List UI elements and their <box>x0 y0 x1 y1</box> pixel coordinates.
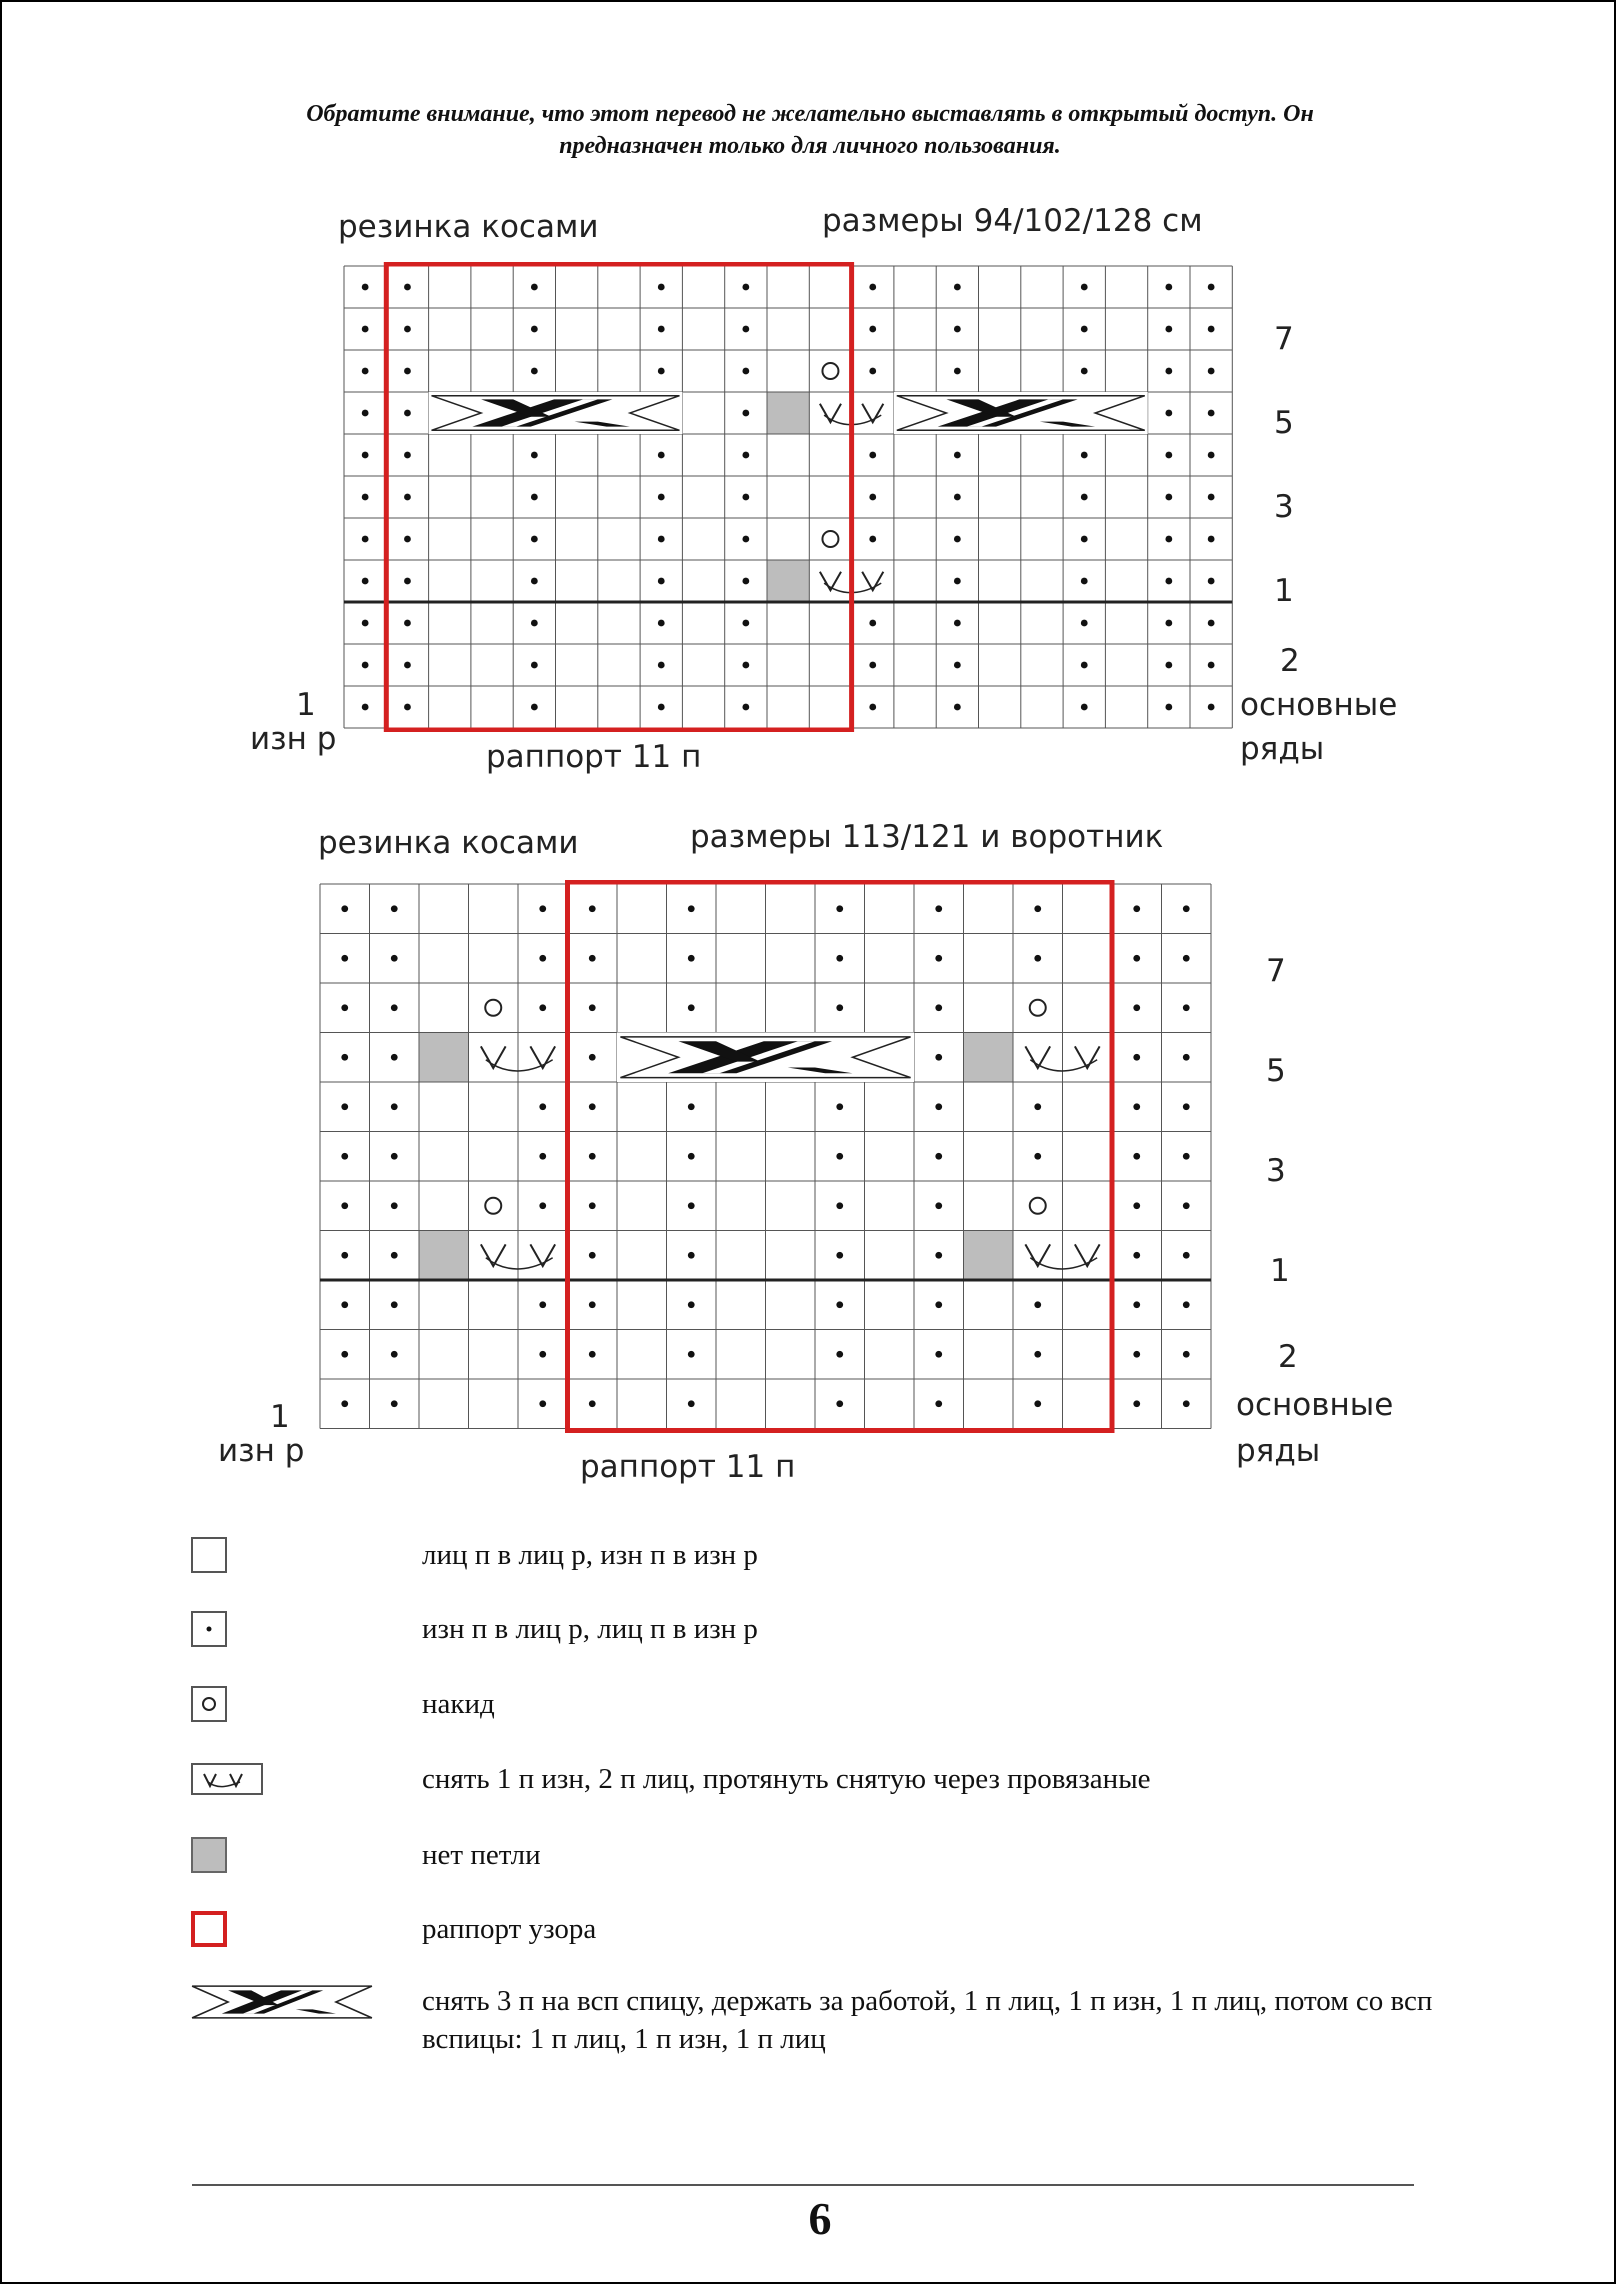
purl-dot <box>836 1400 843 1407</box>
purl-dot <box>531 620 538 627</box>
purl-dot <box>869 620 876 627</box>
purl-dot <box>869 536 876 543</box>
purl-dot <box>742 704 749 711</box>
purl-dot <box>589 1400 596 1407</box>
purl-dot <box>688 1400 695 1407</box>
chart2-base-rows-1: основные <box>1236 1387 1394 1423</box>
purl-dot <box>1208 704 1215 711</box>
purl-dot <box>1165 704 1172 711</box>
purl-dot <box>531 284 538 291</box>
purl-dot <box>935 1351 942 1358</box>
chart1-row-2: 2 <box>1280 643 1300 679</box>
red-square-icon <box>190 1910 230 1950</box>
legend-row-cable <box>190 1982 1450 2072</box>
purl-dot <box>1165 368 1172 375</box>
purl-dot <box>742 536 749 543</box>
legend-row-purl <box>190 1610 1450 1680</box>
purl-dot <box>869 284 876 291</box>
legend-text-cable: снять 3 п на всп спицу, держать за работой, 1 п лиц, 1 п изн, 1 п лиц, потом со всп вспицы: 1 п лиц, 1 п изн, 1 п лиц <box>422 1985 1433 2055</box>
purl-dot <box>362 578 369 585</box>
purl-dot <box>404 452 411 459</box>
purl-dot <box>688 1103 695 1110</box>
purl-dot <box>954 704 961 711</box>
no-stitch-cell <box>964 1231 1014 1281</box>
purl-dot <box>362 620 369 627</box>
chart2-row-2: 2 <box>1278 1339 1298 1375</box>
purl-dot <box>836 1004 843 1011</box>
purl-dot <box>1133 1252 1140 1259</box>
purl-dot <box>1081 578 1088 585</box>
chart2-row-3: 3 <box>1266 1153 1286 1189</box>
chart1-row-3: 3 <box>1274 489 1294 525</box>
purl-dot <box>869 494 876 501</box>
purl-dot <box>658 578 665 585</box>
purl-dot <box>1208 662 1215 669</box>
legend-text-knit: лиц п в лиц р, изн п в изн р <box>422 1539 758 1571</box>
purl-dot <box>658 284 665 291</box>
purl-dot <box>341 955 348 962</box>
purl-dot <box>688 955 695 962</box>
purl-dot <box>688 1351 695 1358</box>
purl-dot <box>658 620 665 627</box>
purl-dot <box>1034 1351 1041 1358</box>
purl-dot <box>341 1301 348 1308</box>
purl-dot <box>688 1153 695 1160</box>
purl-dot <box>688 1004 695 1011</box>
chart2-row-7: 7 <box>1266 953 1286 989</box>
purl-dot <box>836 905 843 912</box>
purl-dot <box>1133 905 1140 912</box>
purl-dot <box>688 1202 695 1209</box>
purl-dot <box>531 326 538 333</box>
purl-dot <box>658 326 665 333</box>
purl-dot <box>404 536 411 543</box>
purl-dot <box>391 1252 398 1259</box>
purl-dot <box>391 1202 398 1209</box>
purl-dot <box>935 1252 942 1259</box>
purl-dot <box>404 620 411 627</box>
purl-dot <box>658 536 665 543</box>
cable-symbol <box>894 392 1148 434</box>
purl-dot <box>391 905 398 912</box>
legend-row-slip-pass <box>190 1760 1450 1830</box>
purl-dot <box>539 1153 546 1160</box>
purl-dot <box>1208 536 1215 543</box>
purl-dot <box>362 284 369 291</box>
purl-dot <box>658 662 665 669</box>
purl-dot <box>531 704 538 711</box>
purl-dot <box>688 1252 695 1259</box>
chart2-start-row-label: изн р <box>218 1433 305 1469</box>
purl-dot <box>742 284 749 291</box>
purl-dot <box>341 1202 348 1209</box>
chart2-repeat-label: раппорт 11 п <box>580 1449 796 1485</box>
purl-dot <box>836 1153 843 1160</box>
chart1-base-rows-2: ряды <box>1240 731 1325 767</box>
legend-text-no-stitch: нет петли <box>422 1839 541 1871</box>
notice-line-2: предназначен только для личного пользования. <box>559 133 1061 159</box>
legend-row-knit <box>190 1536 1450 1606</box>
legend-row-repeat <box>190 1910 1450 1980</box>
purl-dot <box>589 905 596 912</box>
chart1-row-5: 5 <box>1274 405 1294 441</box>
purl-dot <box>1208 578 1215 585</box>
purl-dot <box>1208 368 1215 375</box>
purl-dot <box>1165 410 1172 417</box>
purl-dot <box>1183 1202 1190 1209</box>
purl-dot <box>1183 1054 1190 1061</box>
purl-dot <box>404 704 411 711</box>
purl-dot <box>1183 1103 1190 1110</box>
chart1-base-rows-1: основные <box>1240 687 1398 723</box>
purl-dot <box>1081 452 1088 459</box>
purl-dot <box>1133 1103 1140 1110</box>
purl-dot <box>1081 326 1088 333</box>
purl-dot <box>341 1004 348 1011</box>
legend-row-no-stitch <box>190 1836 1450 1906</box>
purl-dot <box>539 1004 546 1011</box>
purl-dot <box>836 1202 843 1209</box>
purl-dot <box>531 368 538 375</box>
legend-text-purl: изн п в лиц р, лиц п в изн р <box>422 1613 758 1645</box>
purl-dot <box>1208 452 1215 459</box>
chart2-row-5: 5 <box>1266 1053 1286 1089</box>
purl-dot <box>362 410 369 417</box>
purl-dot <box>742 326 749 333</box>
purl-dot <box>1081 368 1088 375</box>
purl-dot <box>742 368 749 375</box>
purl-dot <box>1208 284 1215 291</box>
no-stitch-cell <box>964 1033 1014 1083</box>
purl-dot <box>404 494 411 501</box>
purl-dot <box>1208 620 1215 627</box>
purl-dot <box>404 410 411 417</box>
purl-dot <box>1165 326 1172 333</box>
purl-dot <box>362 326 369 333</box>
purl-dot <box>836 1301 843 1308</box>
no-stitch-cell <box>419 1033 469 1083</box>
purl-dot <box>539 1202 546 1209</box>
legend-row-yarnover <box>190 1685 1450 1755</box>
purl-dot <box>1034 1400 1041 1407</box>
dot-square-icon <box>190 1610 230 1650</box>
purl-dot <box>935 1301 942 1308</box>
chart2-start-row-num: 1 <box>270 1399 290 1435</box>
purl-dot <box>935 1103 942 1110</box>
purl-dot <box>1133 1153 1140 1160</box>
cable-symbol-icon <box>190 1982 374 2022</box>
chart2-title-left: резинка косами <box>318 825 579 861</box>
purl-dot <box>404 662 411 669</box>
purl-dot <box>742 410 749 417</box>
purl-dot <box>1081 494 1088 501</box>
purl-dot <box>1183 955 1190 962</box>
purl-dot <box>1133 955 1140 962</box>
purl-dot <box>836 1103 843 1110</box>
purl-dot <box>531 536 538 543</box>
slip-pass-icon <box>190 1760 266 1800</box>
purl-dot <box>1183 1301 1190 1308</box>
purl-dot <box>935 1004 942 1011</box>
purl-dot <box>1165 284 1172 291</box>
purl-dot <box>1208 410 1215 417</box>
purl-dot <box>935 1400 942 1407</box>
cable-symbol <box>429 392 683 434</box>
purl-dot <box>391 1103 398 1110</box>
purl-dot <box>539 1301 546 1308</box>
chart2-title-right: размеры 113/121 и воротник <box>690 819 1164 855</box>
purl-dot <box>658 368 665 375</box>
purl-dot <box>391 1153 398 1160</box>
purl-dot <box>1133 1054 1140 1061</box>
purl-dot <box>589 955 596 962</box>
purl-dot <box>589 1252 596 1259</box>
purl-dot <box>1081 284 1088 291</box>
purl-dot <box>869 662 876 669</box>
purl-dot <box>954 452 961 459</box>
purl-dot <box>1165 578 1172 585</box>
purl-dot <box>531 578 538 585</box>
purl-dot <box>341 1054 348 1061</box>
purl-dot <box>362 704 369 711</box>
purl-dot <box>391 1054 398 1061</box>
purl-dot <box>1165 494 1172 501</box>
purl-dot <box>1208 494 1215 501</box>
purl-dot <box>362 662 369 669</box>
gray-square-icon <box>190 1836 230 1876</box>
purl-dot <box>1081 536 1088 543</box>
purl-dot <box>1133 1202 1140 1209</box>
purl-dot <box>1081 704 1088 711</box>
no-stitch-cell <box>767 392 809 434</box>
legend-text-slip-pass: снять 1 п изн, 2 п лиц, протянуть снятую через провязаные <box>422 1763 1151 1795</box>
purl-dot <box>869 368 876 375</box>
purl-dot <box>589 1301 596 1308</box>
purl-dot <box>742 494 749 501</box>
chart1-title-left: резинка косами <box>338 209 599 245</box>
purl-dot <box>1183 1400 1190 1407</box>
purl-dot <box>362 536 369 543</box>
purl-dot <box>1165 536 1172 543</box>
purl-dot <box>954 284 961 291</box>
purl-dot <box>539 905 546 912</box>
footer-divider <box>192 2184 1414 2186</box>
purl-dot <box>404 284 411 291</box>
purl-dot <box>1208 326 1215 333</box>
purl-dot <box>869 326 876 333</box>
purl-dot <box>935 1153 942 1160</box>
purl-dot <box>742 578 749 585</box>
no-stitch-cell <box>767 560 809 602</box>
purl-dot <box>341 1153 348 1160</box>
purl-dot <box>658 704 665 711</box>
purl-dot <box>404 578 411 585</box>
purl-dot <box>1034 955 1041 962</box>
purl-dot <box>362 368 369 375</box>
purl-dot <box>1183 1004 1190 1011</box>
purl-dot <box>404 326 411 333</box>
purl-dot <box>658 452 665 459</box>
purl-dot <box>589 1202 596 1209</box>
purl-dot <box>954 494 961 501</box>
purl-dot <box>362 452 369 459</box>
page-number: 6 <box>808 2193 832 2244</box>
purl-dot <box>836 955 843 962</box>
purl-dot <box>1081 620 1088 627</box>
circle-square-icon <box>190 1685 230 1725</box>
purl-dot <box>742 452 749 459</box>
purl-dot <box>1133 1301 1140 1308</box>
purl-dot <box>341 1351 348 1358</box>
purl-dot <box>688 905 695 912</box>
purl-dot <box>391 1004 398 1011</box>
purl-dot <box>1133 1351 1140 1358</box>
purl-dot <box>935 1202 942 1209</box>
purl-dot <box>954 368 961 375</box>
purl-dot <box>341 905 348 912</box>
chart2-grid <box>316 880 1215 1433</box>
purl-dot <box>531 452 538 459</box>
chart1-title-right: размеры 94/102/128 см <box>822 203 1203 239</box>
purl-dot <box>539 955 546 962</box>
purl-dot <box>935 1054 942 1061</box>
purl-dot <box>742 620 749 627</box>
purl-dot <box>589 1054 596 1061</box>
purl-dot <box>1133 1004 1140 1011</box>
purl-dot <box>1165 662 1172 669</box>
purl-dot <box>391 1400 398 1407</box>
purl-dot <box>391 955 398 962</box>
purl-dot <box>954 536 961 543</box>
purl-dot <box>531 494 538 501</box>
purl-dot <box>1183 1153 1190 1160</box>
chart1-row-7: 7 <box>1274 321 1294 357</box>
purl-dot <box>539 1400 546 1407</box>
purl-dot <box>658 494 665 501</box>
purl-dot <box>531 662 538 669</box>
purl-dot <box>935 955 942 962</box>
chart1-start-row-num: 1 <box>296 687 316 723</box>
legend-text-yarnover: накид <box>422 1688 495 1720</box>
purl-dot <box>954 578 961 585</box>
purl-dot <box>391 1301 398 1308</box>
chart-background <box>344 266 1232 728</box>
purl-dot <box>836 1351 843 1358</box>
purl-dot <box>954 662 961 669</box>
purl-dot <box>742 662 749 669</box>
purl-dot <box>404 368 411 375</box>
purl-dot <box>954 620 961 627</box>
chart1-row-1: 1 <box>1274 573 1294 609</box>
purl-dot <box>341 1252 348 1259</box>
chart2-base-rows-2: ряды <box>1236 1433 1321 1469</box>
purl-dot <box>1081 662 1088 669</box>
purl-dot <box>1183 1252 1190 1259</box>
purl-dot <box>1133 1400 1140 1407</box>
purl-dot <box>341 1400 348 1407</box>
purl-dot <box>1165 452 1172 459</box>
purl-dot <box>589 1351 596 1358</box>
no-stitch-cell <box>419 1231 469 1281</box>
purl-dot <box>836 1252 843 1259</box>
chart2-row-1: 1 <box>1270 1253 1290 1289</box>
purl-dot <box>869 704 876 711</box>
purl-dot <box>589 1004 596 1011</box>
purl-dot <box>1034 1153 1041 1160</box>
purl-dot <box>954 326 961 333</box>
purl-dot <box>589 1103 596 1110</box>
purl-dot <box>1034 1103 1041 1110</box>
blank-square-icon <box>190 1536 230 1576</box>
purl-dot <box>341 1103 348 1110</box>
purl-dot <box>539 1103 546 1110</box>
purl-dot <box>688 1301 695 1308</box>
purl-dot <box>869 452 876 459</box>
purl-dot <box>391 1351 398 1358</box>
purl-dot <box>1183 905 1190 912</box>
chart1-start-row-label: изн р <box>250 721 337 757</box>
purl-dot <box>935 905 942 912</box>
purl-dot <box>1165 620 1172 627</box>
purl-dot <box>1034 1301 1041 1308</box>
purl-dot <box>1034 905 1041 912</box>
notice-line-1: Обратите внимание, что этот перевод не желательно выставлять в открытый доступ. Он <box>306 101 1314 127</box>
notice-text <box>160 98 1460 162</box>
chart1-repeat-label: раппорт 11 п <box>486 739 702 775</box>
cable-symbol <box>617 1033 914 1083</box>
purl-dot <box>362 494 369 501</box>
chart1-grid <box>340 262 1236 732</box>
purl-dot <box>539 1351 546 1358</box>
purl-dot <box>1183 1351 1190 1358</box>
purl-dot <box>589 1153 596 1160</box>
legend-text-repeat: раппорт узора <box>422 1913 597 1945</box>
